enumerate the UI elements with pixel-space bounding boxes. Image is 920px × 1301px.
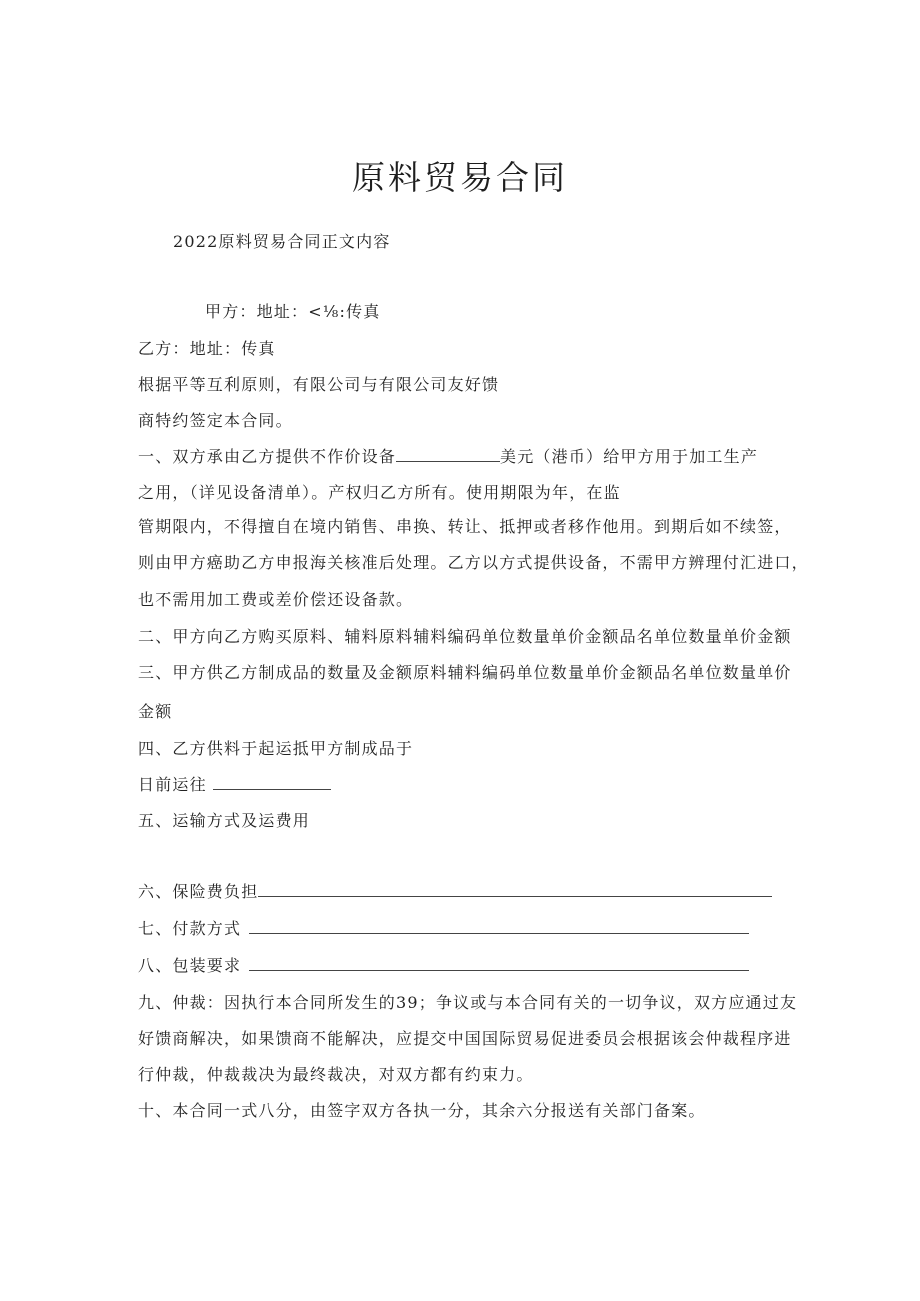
clause-10-line: 十、本合同一式八分，由签字双方各执一分，其余六分报送有关部门备案。 [138, 1101, 706, 1120]
clause-9-line-1: 九、仲裁：因执行本合同所发生的39；争议或与本合同有关的一切争议，双方应通过友 [138, 993, 798, 1012]
clause-1-line-1 [138, 447, 758, 467]
subtitle: 2022原料贸易合同正文内容 [173, 232, 391, 251]
clause-6-line [138, 882, 772, 902]
clause-1-line-4: 则由甲方癌助乙方申报海关核准后处理。乙方以方式提供设备，不需甲方辨理付汇进口， [138, 553, 809, 572]
payment-method-blank [249, 919, 749, 934]
preamble-line-2: 商特约签定本合同。 [138, 411, 293, 430]
clause-7-text: 七、付款方式 [138, 919, 242, 938]
clause-1-text-a: 一、双方承由乙方提供不作价设备 [138, 447, 397, 466]
clause-1-line-2: 之用，（详见设备清单）。产权归乙方所有。使用期限为年，在监 [138, 483, 621, 502]
equipment-value-blank [396, 447, 500, 462]
clause-9-line-3: 行仲裁，仲裁裁决为最终裁决，对双方都有约束力。 [138, 1065, 534, 1084]
clause-8-text: 八、包装要求 [138, 956, 242, 975]
insurance-blank [258, 882, 772, 897]
clause-9-line-2: 好馈商解决，如果馈商不能解决，应提交中国国际贸易促进委员会根据该会仲裁程序进 [138, 1029, 792, 1048]
packaging-blank [249, 956, 749, 971]
clause-6-text: 六、保险费负担 [138, 882, 259, 901]
ship-to-blank [213, 775, 331, 790]
clause-1-text-b: 美元（港币）给甲方用于加工生产 [500, 447, 759, 466]
clause-1-line-3: 管期限内，不得擅自在境内销售、串换、转让、抵押或者移作他用。到期后如不续签， [138, 517, 792, 536]
page-title: 原料贸易合同 [352, 158, 568, 197]
clause-5-line: 五、运输方式及运费用 [138, 811, 311, 830]
preamble-line-1: 根据平等互利原则，有限公司与有限公司友好馈 [138, 375, 500, 394]
party-b-line: 乙方：地址：传真 [138, 339, 276, 358]
clause-3-line-1: 三、甲方供乙方制成品的数量及金额原料辅料编码单位数量单价金额品名单位数量单价 [138, 663, 792, 682]
clause-3-line-2: 金额 [138, 702, 173, 721]
clause-7-line [138, 919, 749, 939]
clause-4-line-1: 四、乙方供料于起运抵甲方制成品于 [138, 739, 414, 758]
party-a-line: 甲方：地址：<⅛:传真 [205, 302, 381, 321]
clause-4-line-2 [138, 775, 331, 795]
clause-4-text-b: 日前运往 [138, 775, 207, 794]
clause-8-line [138, 956, 749, 976]
clause-2-line: 二、甲方向乙方购买原料、辅料原料辅料编码单位数量单价金额品名单位数量单价金额 [138, 627, 792, 646]
clause-1-line-5: 也不需用加工费或差价偿还设备款。 [138, 590, 414, 609]
